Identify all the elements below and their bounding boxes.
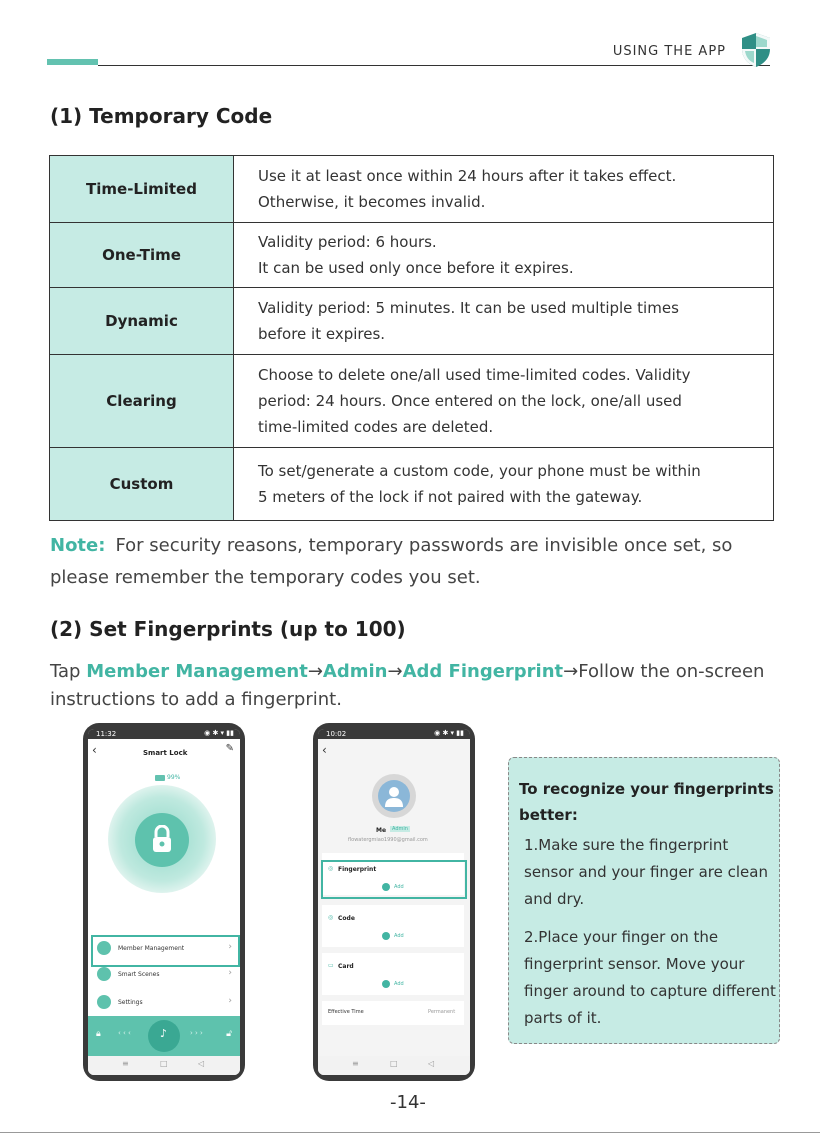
desc-line: time-limited codes are deleted. bbox=[258, 418, 494, 436]
back-icon[interactable]: ‹ bbox=[322, 743, 327, 757]
table-row bbox=[50, 223, 774, 288]
phone-screen bbox=[88, 729, 240, 1075]
code-type-cell: Clearing bbox=[50, 355, 234, 448]
table-row bbox=[50, 156, 774, 223]
header-accent-bar bbox=[47, 59, 98, 65]
battery-icon bbox=[155, 775, 165, 781]
desc-line: Use it at least once within 24 hours after it takes effect. bbox=[258, 167, 677, 185]
menu-nav-icon[interactable]: ≡ bbox=[352, 1059, 359, 1068]
desc-line: 5 meters of the lock if not paired with the gateway. bbox=[258, 488, 643, 506]
back-icon[interactable]: ‹ bbox=[92, 743, 97, 757]
header-rule bbox=[98, 65, 770, 66]
header-title: USING THE APP bbox=[612, 44, 726, 59]
nav-bar bbox=[318, 1056, 470, 1075]
desc-line: Validity period: 5 minutes. It can be used multiple times bbox=[258, 299, 679, 317]
code-section bbox=[322, 905, 464, 947]
menu-item-settings[interactable]: Settings bbox=[118, 999, 143, 1006]
code-desc-cell bbox=[234, 355, 774, 448]
status-bar bbox=[318, 729, 470, 739]
card-icon: ▭ bbox=[328, 962, 334, 969]
edit-icon[interactable]: ✎ bbox=[225, 743, 234, 754]
note-paragraph bbox=[50, 530, 790, 594]
shield-logo-icon bbox=[740, 32, 772, 68]
tip-item: 1.Make sure the fingerprint sensor and your finger are clean and dry. bbox=[524, 836, 768, 908]
add-fingerprint-button[interactable]: Add bbox=[394, 884, 404, 890]
home-nav-icon[interactable]: □ bbox=[390, 1059, 398, 1068]
step-member-management: Member Management bbox=[86, 661, 308, 682]
slide-left-arrows: ‹ ‹ ‹ bbox=[118, 1029, 131, 1037]
member-icon bbox=[97, 941, 111, 955]
card-label: Card bbox=[338, 963, 354, 970]
temporary-code-table bbox=[49, 155, 774, 521]
fingerprint-icon: ◎ bbox=[328, 865, 334, 872]
user-icon bbox=[384, 785, 404, 807]
table-row bbox=[50, 355, 774, 448]
add-fingerprint-icon[interactable] bbox=[382, 883, 390, 891]
code-desc-cell bbox=[234, 223, 774, 288]
role-badge: Admin bbox=[392, 826, 408, 832]
desc-line: It can be used only once before it expires. bbox=[258, 259, 574, 277]
code-desc-cell bbox=[234, 156, 774, 223]
desc-line: Choose to delete one/all used time-limited codes. Validity bbox=[258, 366, 691, 384]
phone-mockup-smart-lock bbox=[83, 723, 245, 1081]
slide-right-arrows: › › › bbox=[190, 1029, 203, 1037]
code-desc-cell bbox=[234, 288, 774, 355]
desc-line: before it expires. bbox=[258, 325, 386, 343]
instruction-paragraph bbox=[50, 658, 790, 714]
card-section bbox=[322, 953, 464, 995]
app-title: Smart Lock bbox=[143, 749, 188, 757]
phone-mockup-admin bbox=[313, 723, 475, 1081]
section2-title: (2) Set Fingerprints (up to 100) bbox=[50, 617, 406, 641]
code-desc-cell bbox=[234, 448, 774, 521]
back-nav-icon[interactable]: ◁ bbox=[198, 1059, 205, 1068]
menu-item-smart-scenes[interactable]: Smart Scenes bbox=[118, 971, 160, 978]
fingerprint-label: Fingerprint bbox=[338, 866, 377, 873]
menu-nav-icon[interactable]: ≡ bbox=[122, 1059, 129, 1068]
status-time: 10:02 bbox=[326, 730, 347, 738]
arrow-icon: → bbox=[387, 661, 403, 682]
table-row bbox=[50, 448, 774, 521]
status-icons: ◉ ✱ ▾ ▮▮ bbox=[204, 729, 234, 737]
instruction-rest: Follow the on-screen instructions to add a fingerprint. bbox=[50, 661, 765, 710]
lock-open-icon: 🔓︎ bbox=[226, 1029, 232, 1039]
page-number: -14- bbox=[390, 1092, 426, 1113]
battery-level: 99% bbox=[167, 774, 181, 781]
section1-title: (1) Temporary Code bbox=[50, 104, 273, 128]
status-time: 11:32 bbox=[96, 730, 117, 738]
desc-line: Validity period: 6 hours. bbox=[258, 233, 437, 251]
step-add-fingerprint: Add Fingerprint bbox=[402, 661, 564, 682]
home-nav-icon[interactable]: □ bbox=[160, 1059, 168, 1068]
tips-title: To recognize your fingerprints better: bbox=[519, 780, 774, 824]
chevron-right-icon: › bbox=[228, 942, 232, 952]
chevron-right-icon: › bbox=[228, 996, 232, 1006]
desc-line: Otherwise, it becomes invalid. bbox=[258, 193, 486, 211]
add-code-icon[interactable] bbox=[382, 932, 390, 940]
table-row bbox=[50, 288, 774, 355]
user-email: flowatergmiao1990@gmail.com bbox=[348, 837, 428, 843]
desc-line: period: 24 hours. Once entered on the lock, one/all used bbox=[258, 392, 682, 410]
tip-item: 2.Place your finger on the fingerprint sensor. Move your finger around to capture different parts of it. bbox=[524, 928, 776, 1027]
status-bar bbox=[88, 729, 240, 739]
note-text: For security reasons, temporary passwords are invisible once set, so please remember the temporary codes you set. bbox=[50, 535, 733, 588]
add-code-button[interactable]: Add bbox=[394, 933, 404, 939]
settings-icon bbox=[97, 995, 111, 1009]
bottom-rule bbox=[0, 1132, 820, 1133]
fingerprint-tips-box bbox=[508, 757, 780, 1044]
code-type-cell: Custom bbox=[50, 448, 234, 521]
code-type-cell: One-Time bbox=[50, 223, 234, 288]
user-name: Me bbox=[376, 827, 387, 834]
arrow-icon: → bbox=[307, 661, 323, 682]
code-icon: ◎ bbox=[328, 914, 334, 921]
effective-time-label: Effective Time bbox=[328, 1009, 364, 1015]
phone-screen bbox=[318, 729, 470, 1075]
add-card-icon[interactable] bbox=[382, 980, 390, 988]
effective-time-value: Permanent bbox=[428, 1009, 456, 1015]
nav-bar bbox=[88, 1056, 240, 1075]
code-type-cell: Time-Limited bbox=[50, 156, 234, 223]
code-label: Code bbox=[338, 915, 355, 922]
chevron-right-icon: › bbox=[228, 968, 232, 978]
lock-closed-icon: 🔒︎ bbox=[96, 1029, 101, 1039]
arrow-icon: → bbox=[563, 661, 579, 682]
note-label: Note: bbox=[50, 535, 106, 556]
desc-line: To set/generate a custom code, your phone must be within bbox=[258, 462, 701, 480]
code-type-cell: Dynamic bbox=[50, 288, 234, 355]
tap-word: Tap bbox=[50, 661, 81, 682]
status-icons: ◉ ✱ ▾ ▮▮ bbox=[434, 729, 464, 737]
add-card-button[interactable]: Add bbox=[394, 981, 404, 987]
step-admin: Admin bbox=[322, 661, 388, 682]
scenes-icon bbox=[97, 967, 111, 981]
key-icon: ♪ bbox=[160, 1027, 168, 1040]
padlock-icon bbox=[152, 825, 172, 853]
back-nav-icon[interactable]: ◁ bbox=[428, 1059, 435, 1068]
menu-item-member-management[interactable]: Member Management bbox=[118, 945, 185, 952]
